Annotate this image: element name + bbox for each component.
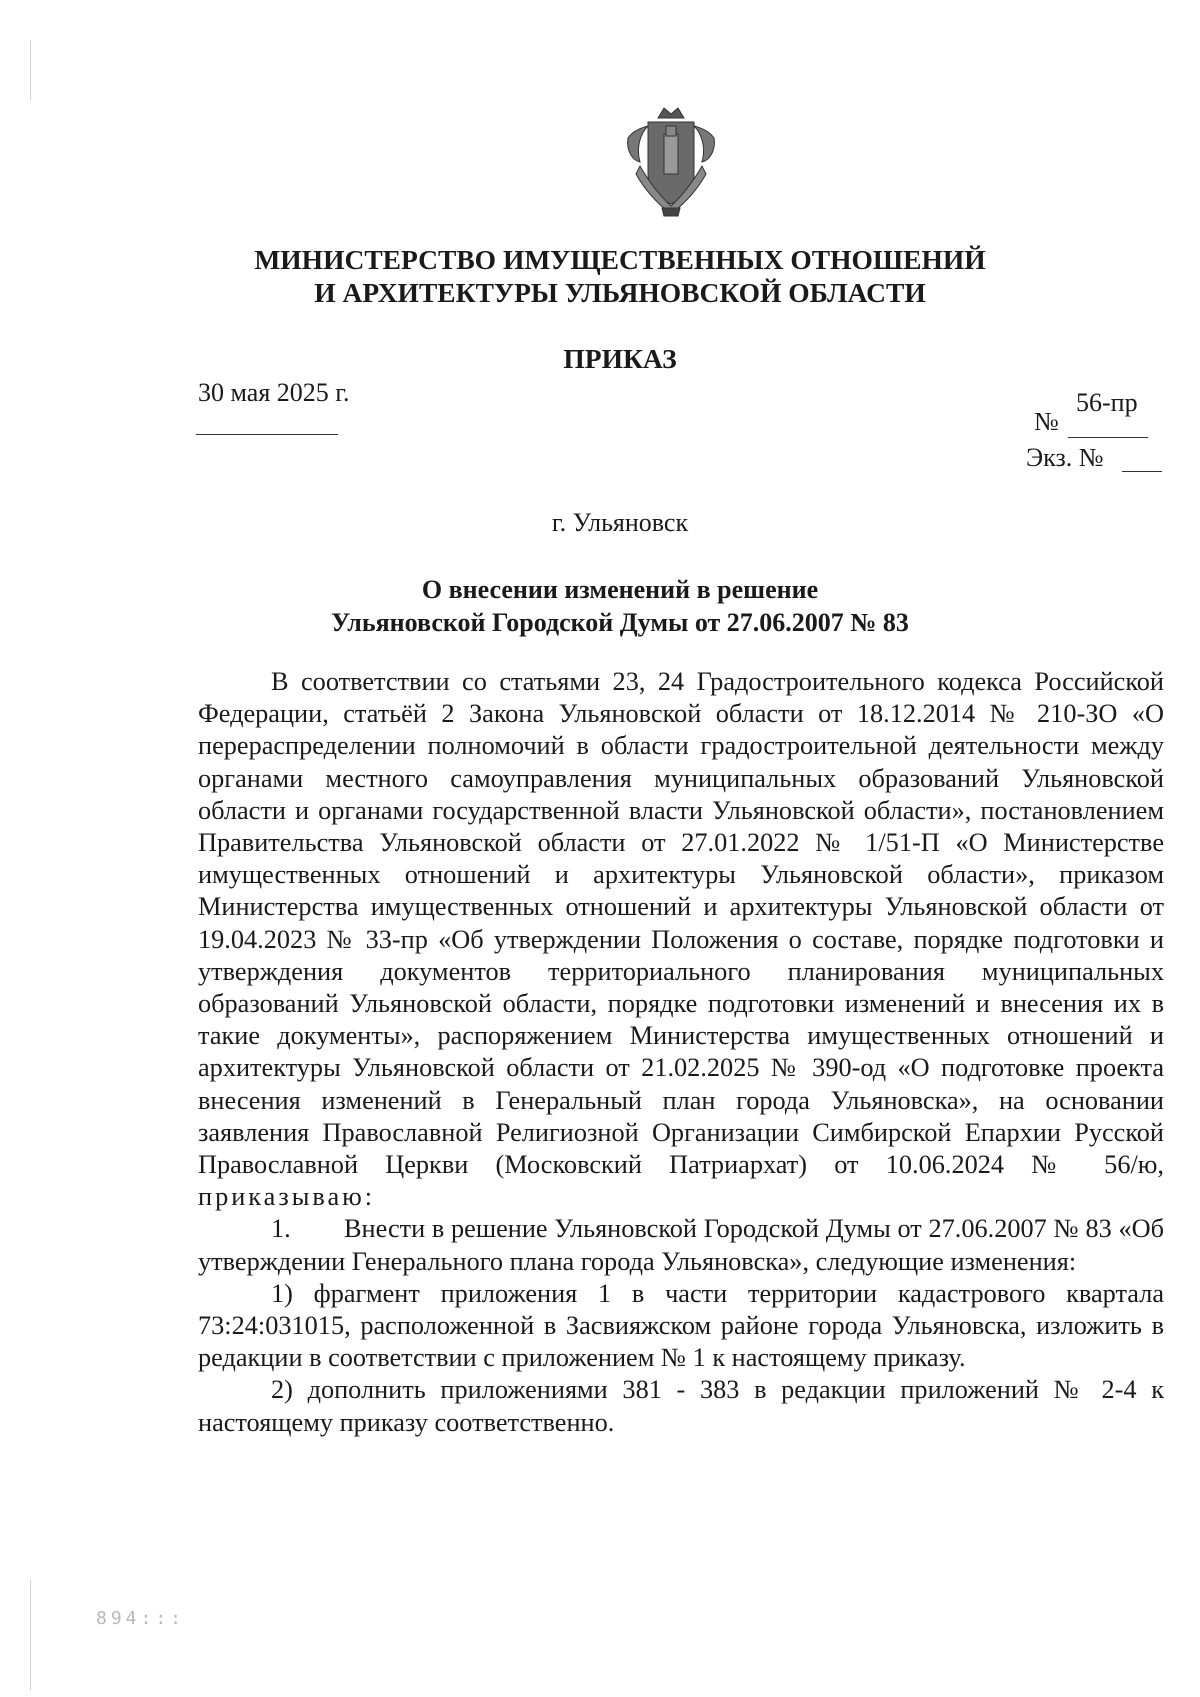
sub-item-1: 1) фрагмент приложения 1 в части территории кадастрового квартала 73:24:031015, расположенной в Засвияжском районе города Ульяновска, изложить в редакции в соответствии с приложением № 1 к настоящему приказу. [198,1278,1164,1373]
registration-stamp: 894::: [96,1608,186,1629]
item-1-paragraph [198,1213,1164,1277]
number-sign-label: № [1034,407,1059,436]
order-body [198,666,1164,1439]
copy-number-label: Экз. № [1026,443,1104,472]
scan-edge-mark [30,40,31,100]
ministry-name [200,243,1040,309]
ministry-line-1: МИНИСТЕРСТВО ИМУЩЕСТВЕННЫХ ОТНОШЕНИЙ [254,244,986,275]
copy-number-underline [1122,471,1162,472]
ministry-line-2: И АРХИТЕКТУРЫ УЛЬЯНОВСКОЙ ОБЛАСТИ [314,277,926,308]
city: г. Ульяновск [551,508,689,537]
number-underline [1068,437,1148,438]
item-1-text: Внести в решение Ульяновской Городской Думы от 27.06.2007 № 83 «Об утверждении Генерального плана города Ульяновска», следующие изменения: [198,1214,1164,1276]
preamble-text: В соответствии со статьями 23, 24 Градостроительного кодекса Российской Федерации, статьёй 2 Закона Ульяновской области от 18.12.2014 № 210-ЗО «О перераспределении полномочий в области градостроительной деятельности между органами местного самоуправления муниципальных образований Ульяновской области и органами государственной власти Ульяновской области», постановлением Правительства Ульяновской области от 27.01.2022 № 1/51-П «О Министерстве имущественных отношений и архитектуры Ульяновской области», приказом Министерства имущественных отношений и архитектуры Ульяновской области от 19.04.2023 № 33-пр «Об утверждении Положения о составе, порядке подготовки и утверждения документов территориального планирования муниципальных образований Ульяновской области, порядке подготовки изменений и внесения их в такие документы», распоряжением Министерства имущественных отношений и архитектуры Ульяновской области от 21.02.2025 № 390-од «О подготовке проекта внесения изменений в Генеральный план города Ульяновска», на основании заявления Православной Религиозной Организации Симбирской Епархии Русской Православной Церкви (Московский Патриархат) от 10.06.2024 № 56/ю, [198,667,1164,1180]
document-type: ПРИКАЗ [563,343,677,374]
scan-edge-mark [30,1580,31,1690]
title-line-2: Ульяновской Городской Думы от 27.06.2007 № 83 [331,608,909,637]
order-title [200,573,1040,639]
sub-item-2: 2) дополнить приложениями 381 - 383 в редакции приложений № 2-4 к настоящему приказу соответственно. [198,1375,1164,1437]
date-underline [196,434,338,435]
order-number: 56-пр [1076,388,1138,417]
number-sign [1034,407,1066,437]
title-line-1: О внесении изменений в решение [421,575,819,604]
item-1-number: 1. [271,1214,291,1244]
preamble-paragraph [198,666,1164,1213]
order-date: 30 мая 2025 г. [198,378,350,407]
coat-of-arms-icon [618,104,724,220]
decree-word: приказываю: [198,1182,376,1212]
